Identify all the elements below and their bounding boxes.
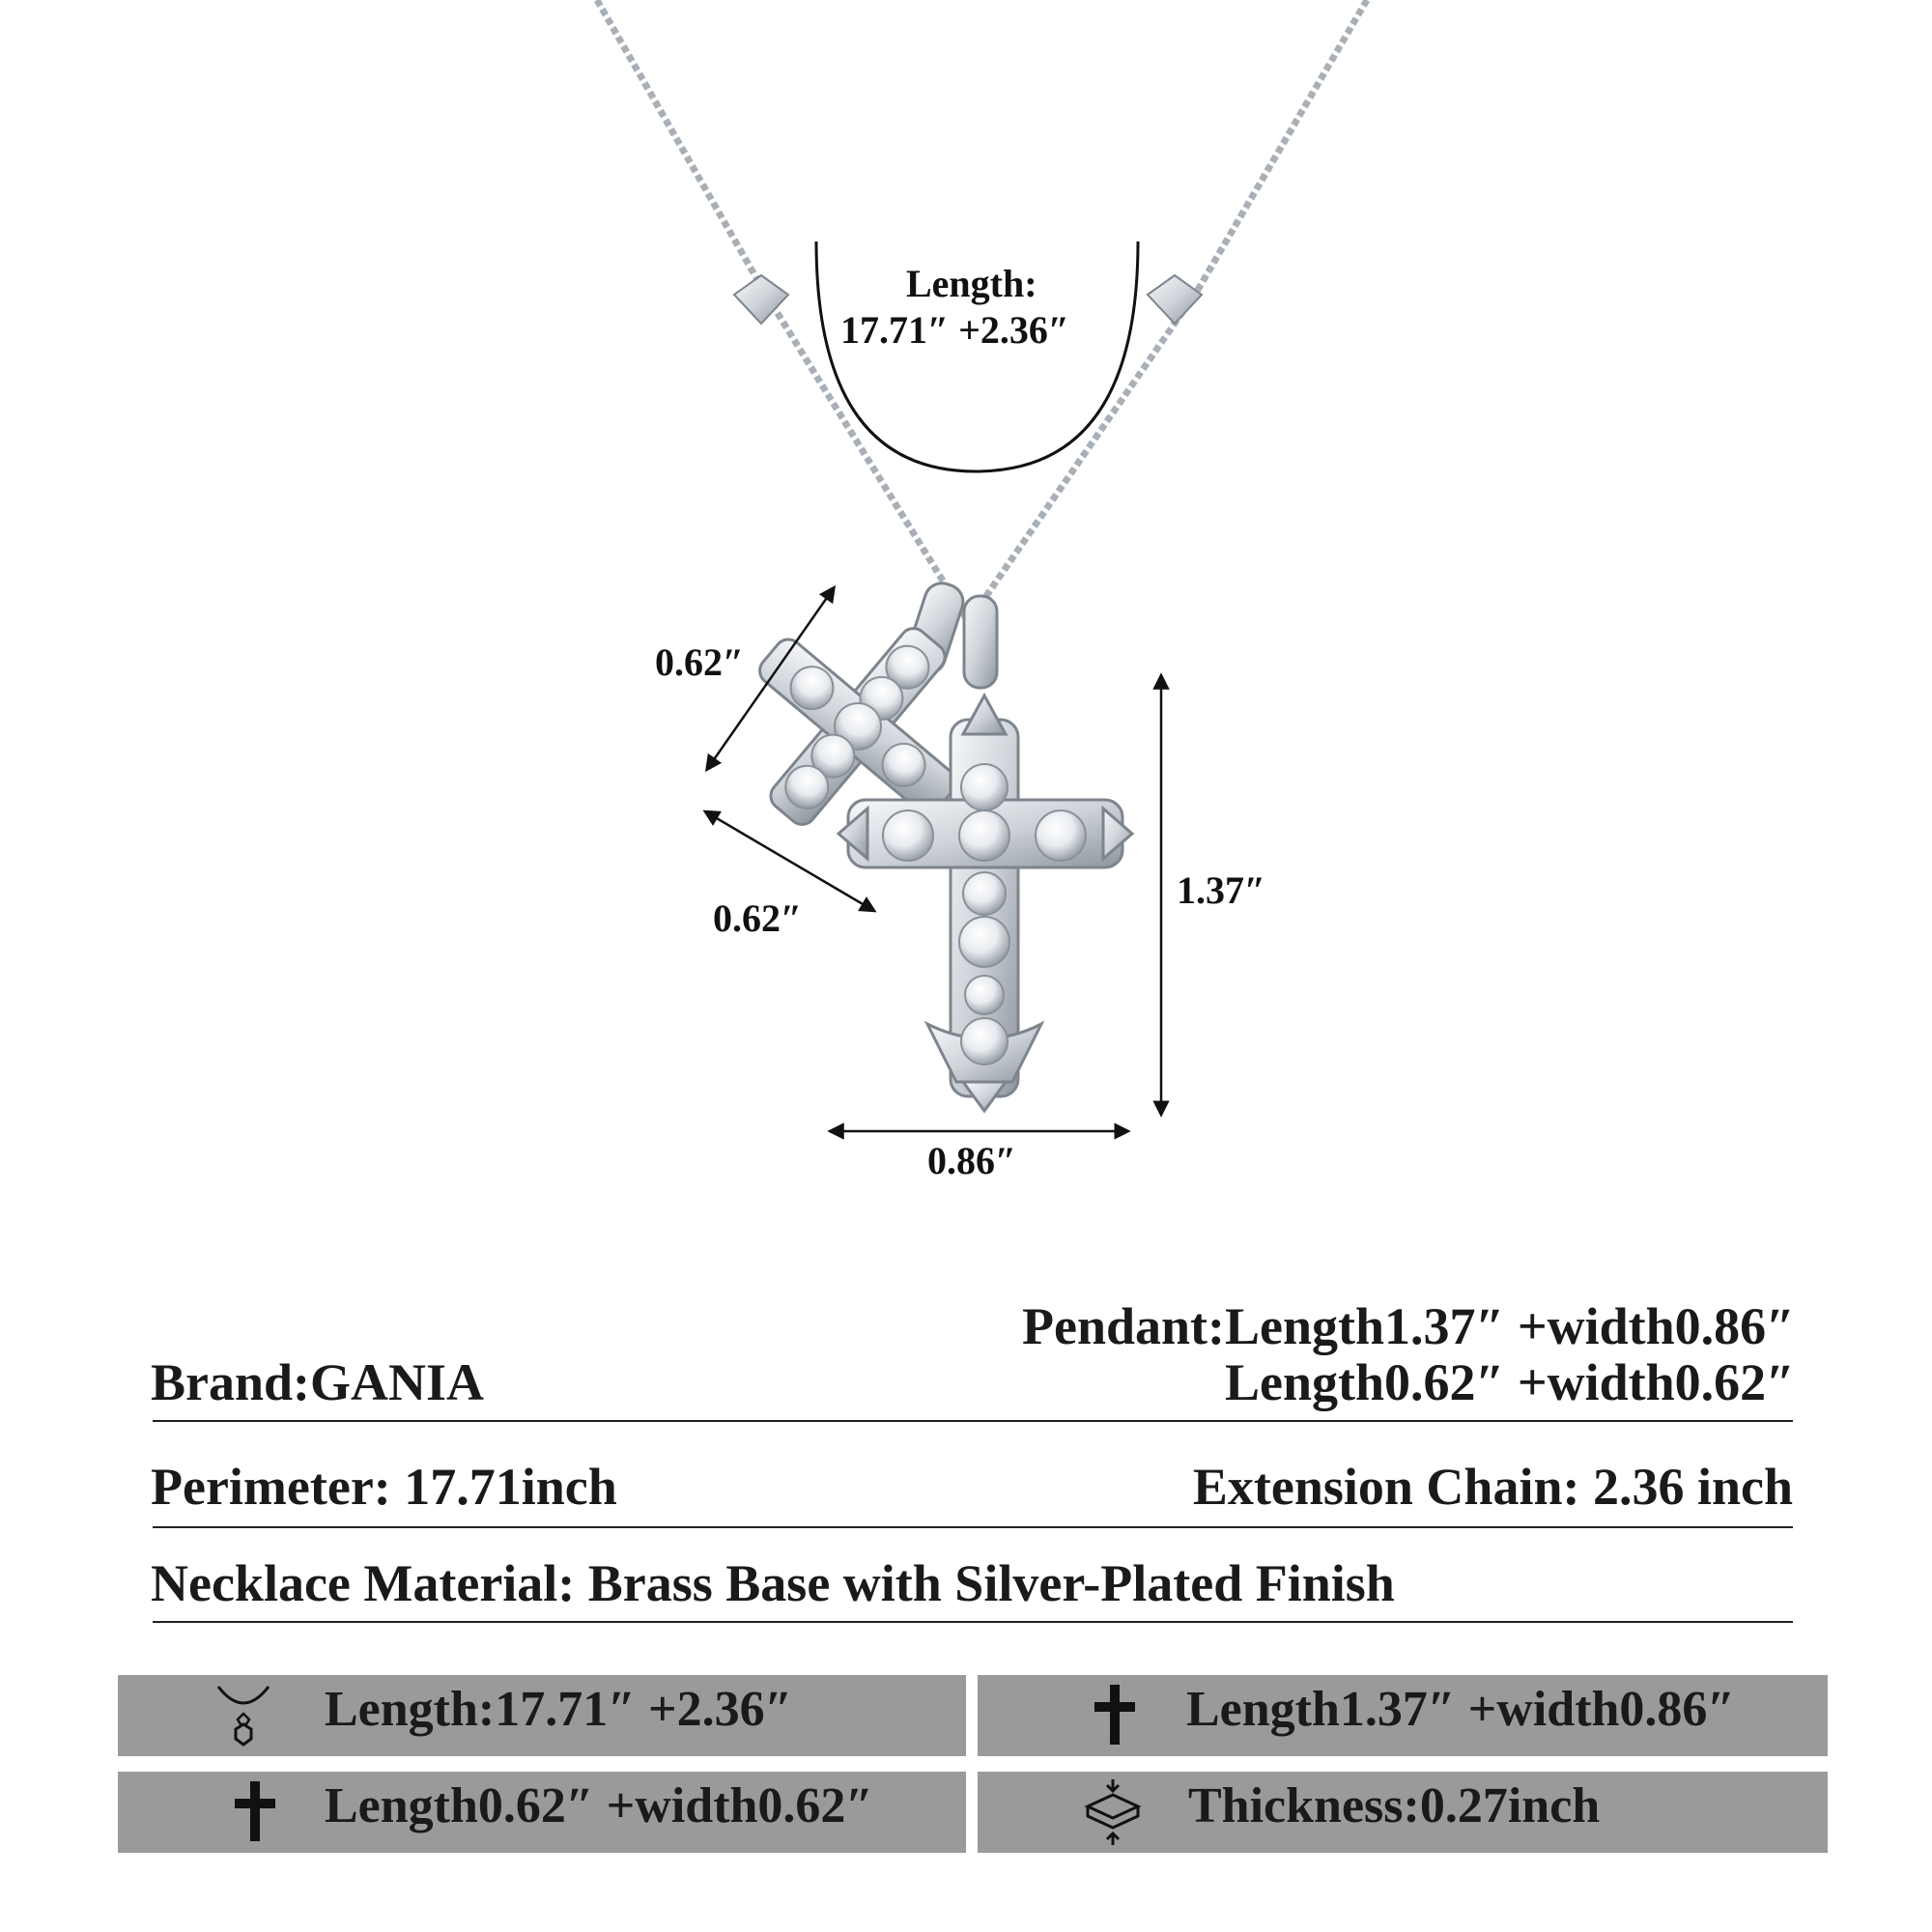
- material-label: Necklace Material: Brass Base with Silver-Plated Finish: [151, 1554, 1395, 1612]
- divider: [153, 1621, 1793, 1623]
- pendant-dimensions-line1: Pendant:Length1.37″ +width0.86″: [1021, 1297, 1795, 1355]
- divider: [153, 1420, 1793, 1422]
- thickness-icon: [1082, 1777, 1144, 1847]
- small-cross-height-label: 0.62″: [655, 640, 745, 684]
- info-box-thickness: [978, 1772, 1828, 1853]
- cross-icon: [1084, 1681, 1146, 1750]
- extension-chain-label: Extension Chain: 2.36 inch: [1192, 1458, 1793, 1516]
- perimeter-label: Perimeter: 17.71inch: [151, 1458, 617, 1516]
- info-box-large-pendant: [978, 1675, 1828, 1756]
- info-box-small-pendant: [118, 1772, 966, 1853]
- brand-label: Brand:GANIA: [151, 1353, 485, 1411]
- necklace-icon: [213, 1681, 274, 1750]
- chain-length-value: 17.71″ +2.36″: [840, 308, 1069, 352]
- chain-length-label: Length:: [906, 262, 1037, 305]
- large-cross-width-label: 0.86″: [927, 1139, 1017, 1182]
- info-text-small-pendant: Length0.62″ +width0.62″: [325, 1778, 874, 1833]
- info-box-chain-length: [118, 1675, 966, 1756]
- small-cross-width-label: 0.62″: [713, 896, 803, 940]
- large-cross-height-label: 1.37″: [1177, 868, 1266, 912]
- info-text-thickness: Thickness:0.27inch: [1188, 1778, 1601, 1833]
- cross-icon: [224, 1777, 286, 1847]
- divider: [153, 1526, 1793, 1528]
- info-text-large-pendant: Length1.37″ +width0.86″: [1186, 1682, 1736, 1737]
- pendant-dimensions-line2: Length0.62″ +width0.62″: [1225, 1353, 1795, 1411]
- info-text-chain-length: Length:17.71″ +2.36″: [325, 1682, 793, 1737]
